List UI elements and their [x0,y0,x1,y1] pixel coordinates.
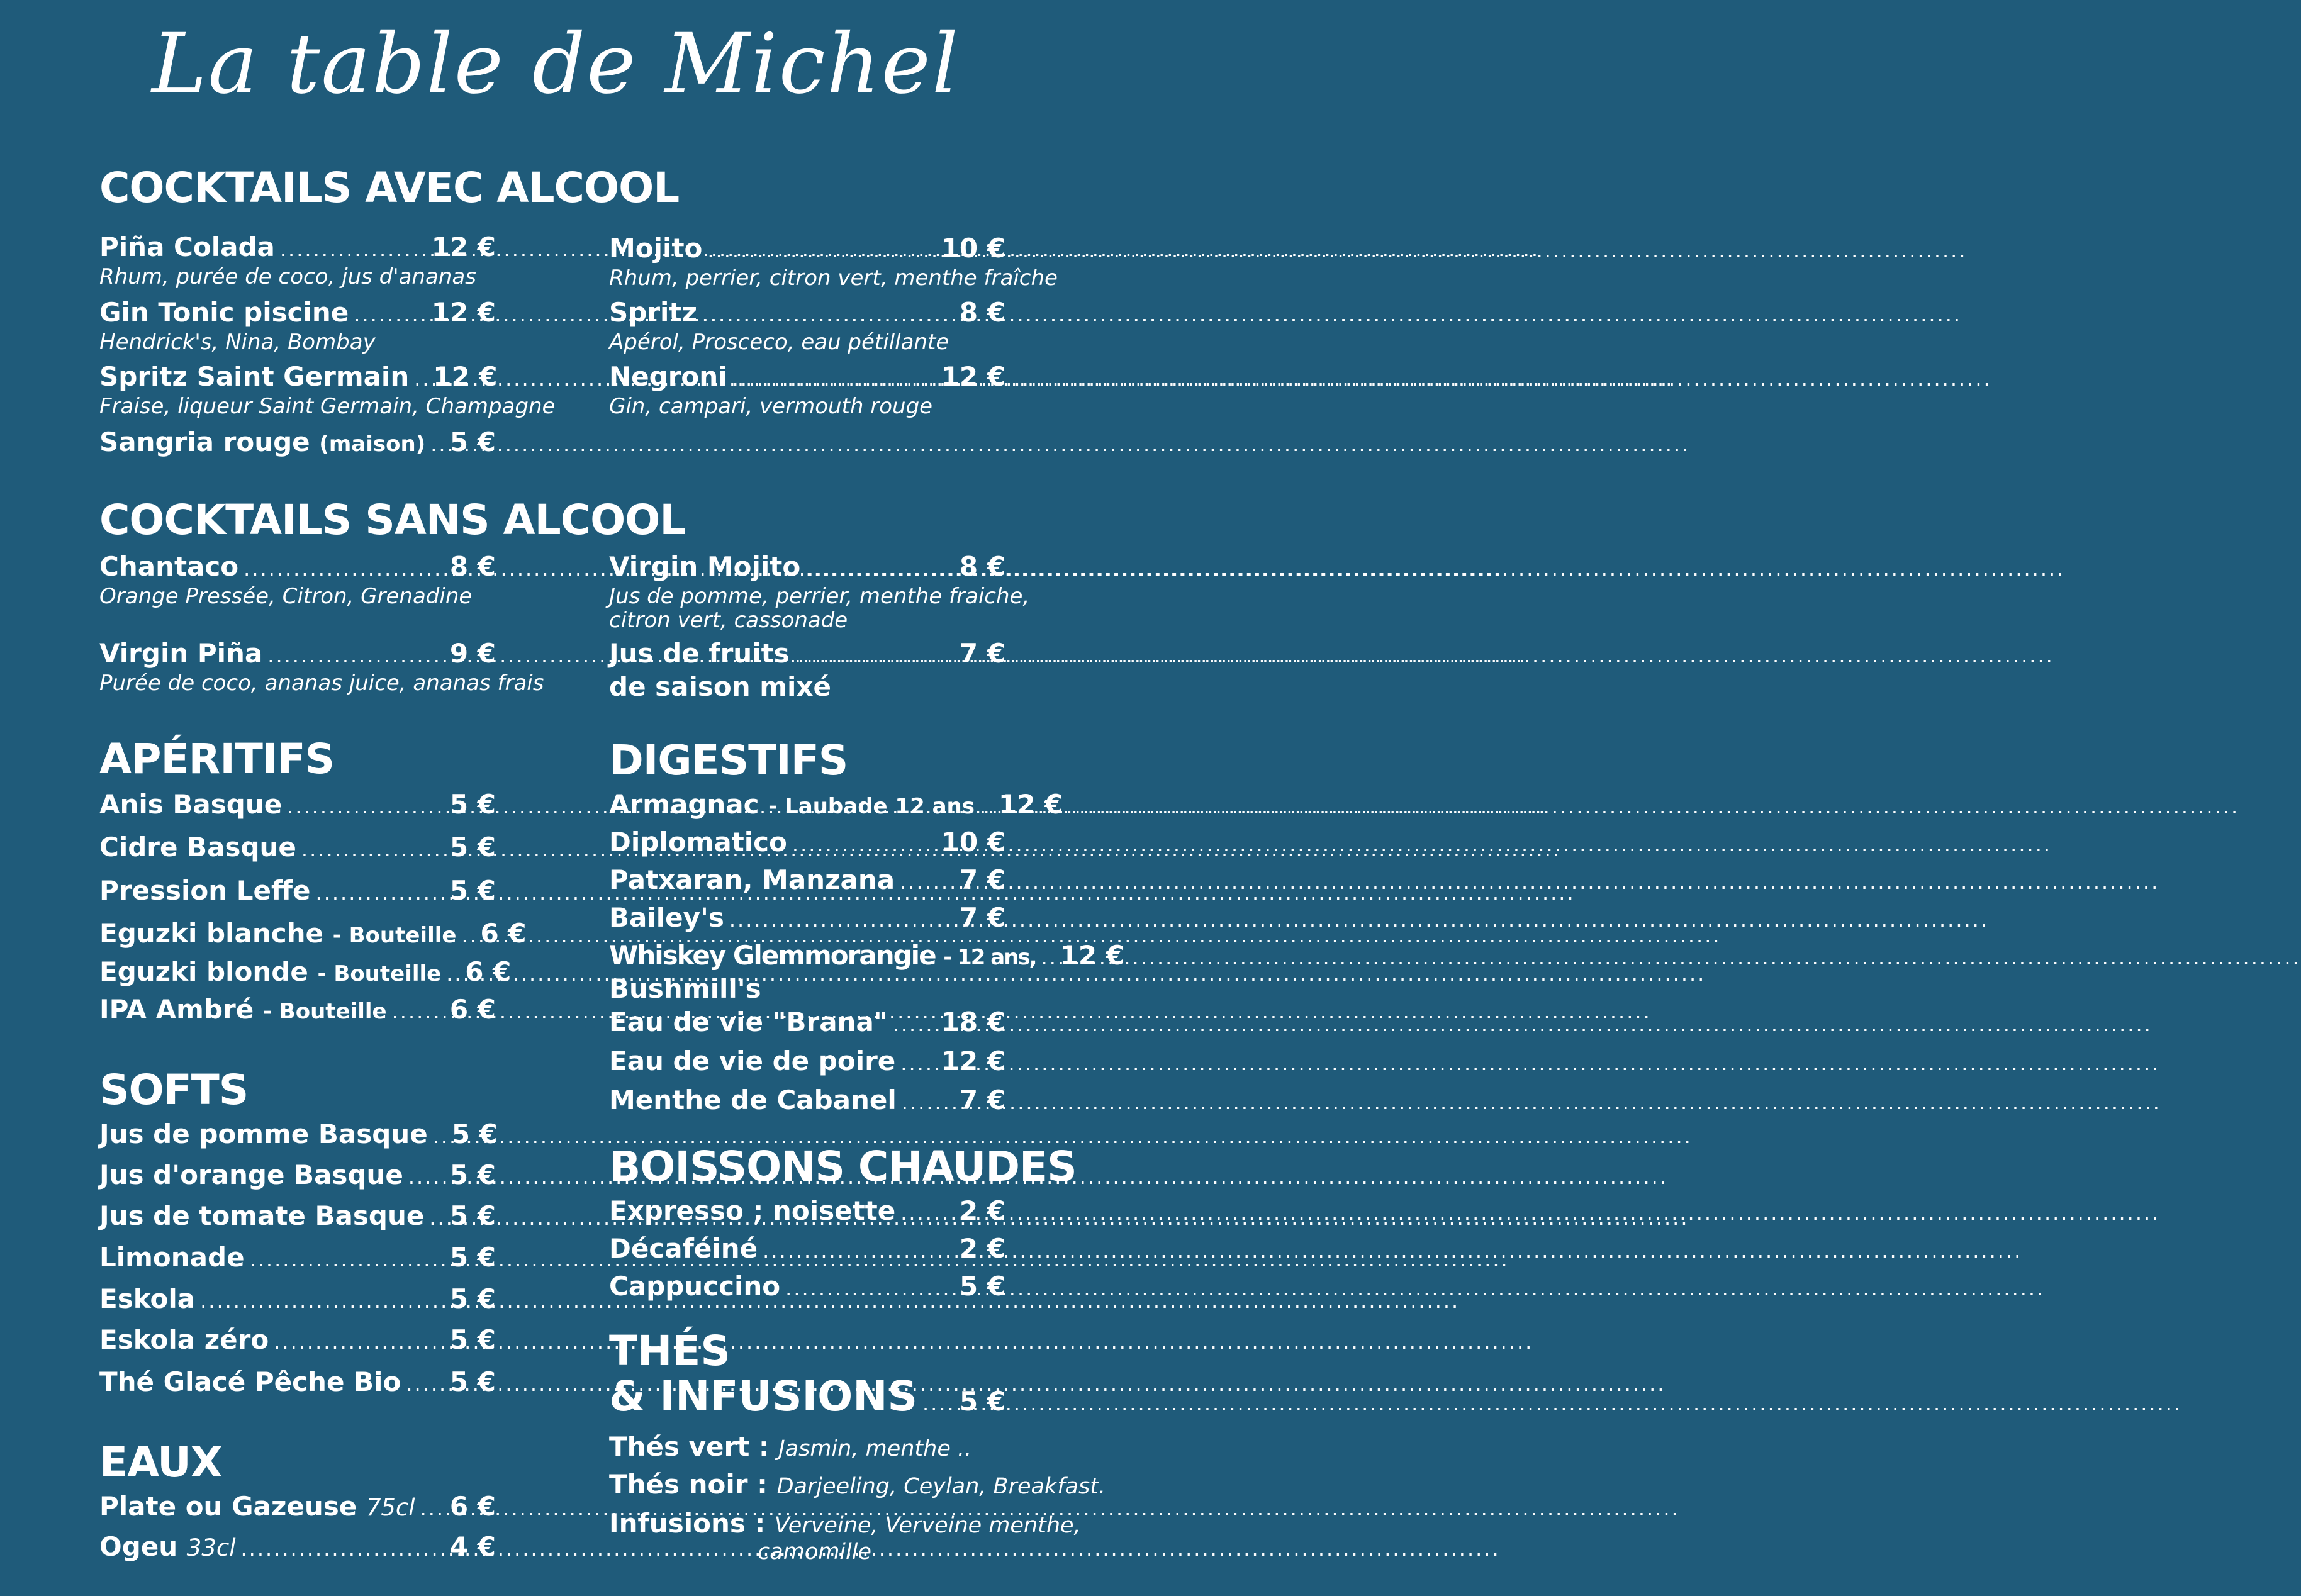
leader-dots [732,363,935,394]
leader-dots [893,1008,935,1040]
item-price: 5 € [449,1324,496,1355]
menu-item [609,940,1124,1005]
menu-item [609,789,1063,822]
item-name-continued: de saison mixé [609,671,832,702]
leader-dots [900,1047,934,1079]
item-name: Eau de vie de poire [609,1046,896,1076]
leader-dots [267,640,444,671]
leader-dots [200,1285,444,1317]
menu-item [99,297,496,354]
section-title-digestifs: DIGESTIFS [609,736,848,784]
item-name: Bailey's [609,902,724,933]
leader-dots [406,1368,444,1400]
item-price: 2 € [959,1233,1005,1264]
item-name: Jus d'orange Basque [99,1159,403,1190]
item-description: Fraise, liqueur Saint Germain, Champagne [99,394,556,419]
leader-dots [287,791,444,822]
tea-line [609,1510,1081,1565]
item-name: Cappuccino [609,1271,781,1302]
menu-item [99,551,496,608]
item-name: Eguzki blanche - Bouteille [99,918,457,949]
item-price: 12 € [941,1046,1005,1076]
tea-label: Thés noir : [609,1469,768,1500]
leader-dots [900,1197,953,1229]
item-price: 5 € [449,789,496,820]
leader-dots [461,920,474,951]
item-price: 7 € [959,864,1005,895]
leader-dots [707,235,934,266]
menu-item [99,361,556,419]
leader-dots [763,1235,953,1266]
menu-item [609,1085,1005,1118]
item-name: Pression Leffe [99,875,311,906]
item-price: 5 € [449,1242,496,1273]
item-description-continued: citron vert, cassonade [609,608,848,633]
item-name: Menthe de Cabanel [609,1085,897,1115]
menu-item [99,994,496,1027]
item-price: 2 € [959,1195,1005,1226]
item-name: Whiskey Glemmorangie - 12 ans, [609,940,1036,971]
item-name: Cidre Basque [99,832,296,862]
leader-dots [1041,942,1054,973]
item-price: 5 € [451,1119,498,1149]
section-title-cocktails-sans-alcool: COCKTAILS SANS ALCOOL [99,496,686,544]
item-name: Sangria rouge (maison) [99,427,426,457]
menu-item [99,1119,496,1152]
menu-item [609,1195,1005,1229]
section-price: 5 € [959,1386,1005,1417]
menu-item [99,1283,496,1317]
item-name: Armagnac - Laubade 12 ans [609,789,975,820]
menu-item [99,832,496,865]
item-name: Eau de vie "Brana" [609,1007,888,1037]
section-thes-infusions [609,1329,1005,1419]
leader-dots [241,1533,444,1565]
item-name: Chantaco [99,551,239,582]
item-description: Purée de coco, ananas juice, ananas frais [99,671,544,696]
menu-item [99,1200,496,1234]
item-note: - Bouteille [332,923,457,948]
menu-item [99,638,544,696]
leader-dots [980,791,992,822]
item-price: 5 € [449,1283,496,1314]
leader-dots [702,299,953,330]
restaurant-title: La table de Michel [151,16,960,113]
leader-dots [301,834,444,865]
leader-dots [274,1326,444,1358]
section-title-aperitifs: APÉRITIFS [99,735,335,783]
item-name: Virgin Mojito [609,551,801,582]
item-name: Virgin Piña [99,638,263,669]
item-price: 7 € [959,902,1005,933]
leader-dots [408,1161,444,1193]
tea-description: Jasmin, menthe .. [778,1436,972,1461]
menu-item [609,827,1005,860]
tea-line [609,1433,971,1463]
item-description: Hendrick's, Nina, Bombay [99,330,376,355]
leader-dots [785,1273,953,1304]
tea-line [609,1471,1106,1500]
leader-dots [433,1120,445,1152]
menu-item [609,551,1030,633]
tea-label: Infusions : [609,1508,766,1539]
menu-item [609,361,1005,418]
menu-item [609,1007,1005,1040]
item-name: Ogeu 33cl [99,1531,236,1562]
menu-item [99,918,527,951]
item-price: 12 € [433,361,498,392]
leader-dots [316,877,444,908]
section-title-boissons-chaudes: BOISSONS CHAUDES [609,1142,1077,1191]
item-price: 7 € [959,638,1005,669]
leader-dots [430,428,444,460]
item-name-continued: Bushmill's [609,973,761,1004]
section-title-thes: THÉS [609,1327,731,1375]
item-price: 9 € [449,638,496,669]
leader-dots [729,904,953,935]
menu-item [99,1491,496,1524]
menu-item [609,1271,1005,1304]
leader-dots [420,1493,444,1524]
leader-dots [244,553,444,584]
item-description: Gin, campari, vermouth rouge [609,394,933,419]
item-price: 5 € [449,1366,496,1397]
section-title-infusions: & INFUSIONS [609,1372,917,1420]
item-note: - Bouteille [317,961,442,986]
item-name: Gin Tonic piscine [99,297,349,328]
menu-item [609,1233,1005,1266]
item-description: Orange Pressée, Citron, Grenadine [99,584,473,609]
item-price: 6 € [480,918,527,949]
leader-dots [392,996,444,1027]
section-title-cocktails-alcool: COCKTAILS AVEC ALCOOL [99,164,680,212]
tea-label: Thés vert : [609,1431,770,1462]
item-name: Spritz [609,297,697,328]
leader-dots [446,958,459,990]
item-name: Anis Basque [99,789,283,820]
item-price: 8 € [449,551,496,582]
leader-dots [805,553,953,584]
item-price: 5 € [449,427,496,457]
item-description: Apérol, Prosceco, eau pétillante [609,330,949,355]
menu-item [99,1366,496,1400]
menu-item [609,233,1058,291]
menu-item [609,297,1005,354]
leader-dots [795,640,953,671]
leader-dots [429,1202,444,1234]
menu-item [99,789,496,822]
menu-item [609,1046,1005,1079]
item-note: - Bouteille [262,999,387,1024]
item-price: 8 € [959,551,1005,582]
item-name: Mojito [609,233,703,264]
item-volume: 33cl [186,1534,236,1561]
item-name: Expresso ; noisette [609,1195,896,1226]
item-price: 18 € [941,1007,1005,1037]
item-name: Jus de tomate Basque [99,1200,425,1231]
item-price: 12 € [431,297,496,328]
section-title-softs: SOFTS [99,1066,249,1114]
item-name: Negroni [609,361,727,392]
item-volume: 75cl [366,1494,415,1521]
item-name: Eguzki blonde - Bouteille [99,956,442,987]
leader-dots [250,1244,444,1275]
item-description: Jus de pomme, perrier, menthe fraiche, [609,584,1030,609]
item-note: - 12 ans, [943,945,1036,970]
item-price: 8 € [959,297,1005,328]
item-name: Spritz Saint Germain [99,361,410,392]
menu-item [609,864,1005,898]
item-price: 4 € [449,1531,496,1562]
item-price: 5 € [449,875,496,906]
item-price: 12 € [1060,940,1124,971]
item-price: 6 € [449,994,496,1025]
item-name: Thé Glacé Pêche Bio [99,1366,401,1397]
menu-item [99,1531,496,1565]
menu-item [99,232,496,289]
item-price: 6 € [449,1491,496,1522]
leader-dots [414,363,427,394]
item-name: Eskola zéro [99,1324,269,1355]
leader-dots [902,1086,953,1118]
tea-description: Verveine, Verveine menthe, [774,1513,1081,1538]
tea-description: Darjeeling, Ceylan, Breakfast. [776,1474,1106,1499]
leader-dots [354,299,425,330]
item-note: (maison) [319,432,426,457]
item-price: 12 € [431,232,496,262]
section-title-eaux: EAUX [99,1438,222,1487]
item-note: - Laubade 12 ans [768,794,975,819]
item-price: 5 € [449,1200,496,1231]
item-name: Décaféiné [609,1233,758,1264]
item-name: Jus de pomme Basque [99,1119,428,1149]
item-price: 5 € [959,1271,1005,1302]
item-price: 10 € [941,827,1005,857]
item-price: 6 € [465,956,512,987]
item-price: 10 € [941,233,1005,264]
menu-item [99,427,496,460]
item-name: Limonade [99,1242,245,1273]
menu-item [99,1159,496,1193]
item-name: Plate ou Gazeuse 75cl [99,1491,415,1522]
item-price: 12 € [941,361,1005,392]
item-name: IPA Ambré - Bouteille [99,994,387,1025]
item-name: Jus de fruits [609,638,790,669]
item-price: 12 € [998,789,1063,820]
item-price: 7 € [959,1085,1005,1115]
item-price: 5 € [449,832,496,862]
leader-dots [792,829,935,860]
item-description: Rhum, perrier, citron vert, menthe fraîche [609,265,1058,291]
menu-item [609,902,1005,935]
menu-item [99,1242,496,1275]
menu-item [609,638,1005,703]
menu-item [99,956,512,990]
item-name: Diplomatico [609,827,787,857]
item-description: Rhum, purée de coco, jus d'ananas [99,264,476,289]
item-price: 5 € [449,1159,496,1190]
item-name: Patxaran, Manzana [609,864,895,895]
leader-dots [900,866,953,898]
leader-dots [280,233,425,265]
item-name: Eskola [99,1283,196,1314]
item-name: Piña Colada [99,232,275,262]
menu-item [99,875,496,908]
tea-description-continued: camomille [758,1539,871,1565]
leader-dots [922,1388,953,1419]
menu-item [99,1324,496,1358]
